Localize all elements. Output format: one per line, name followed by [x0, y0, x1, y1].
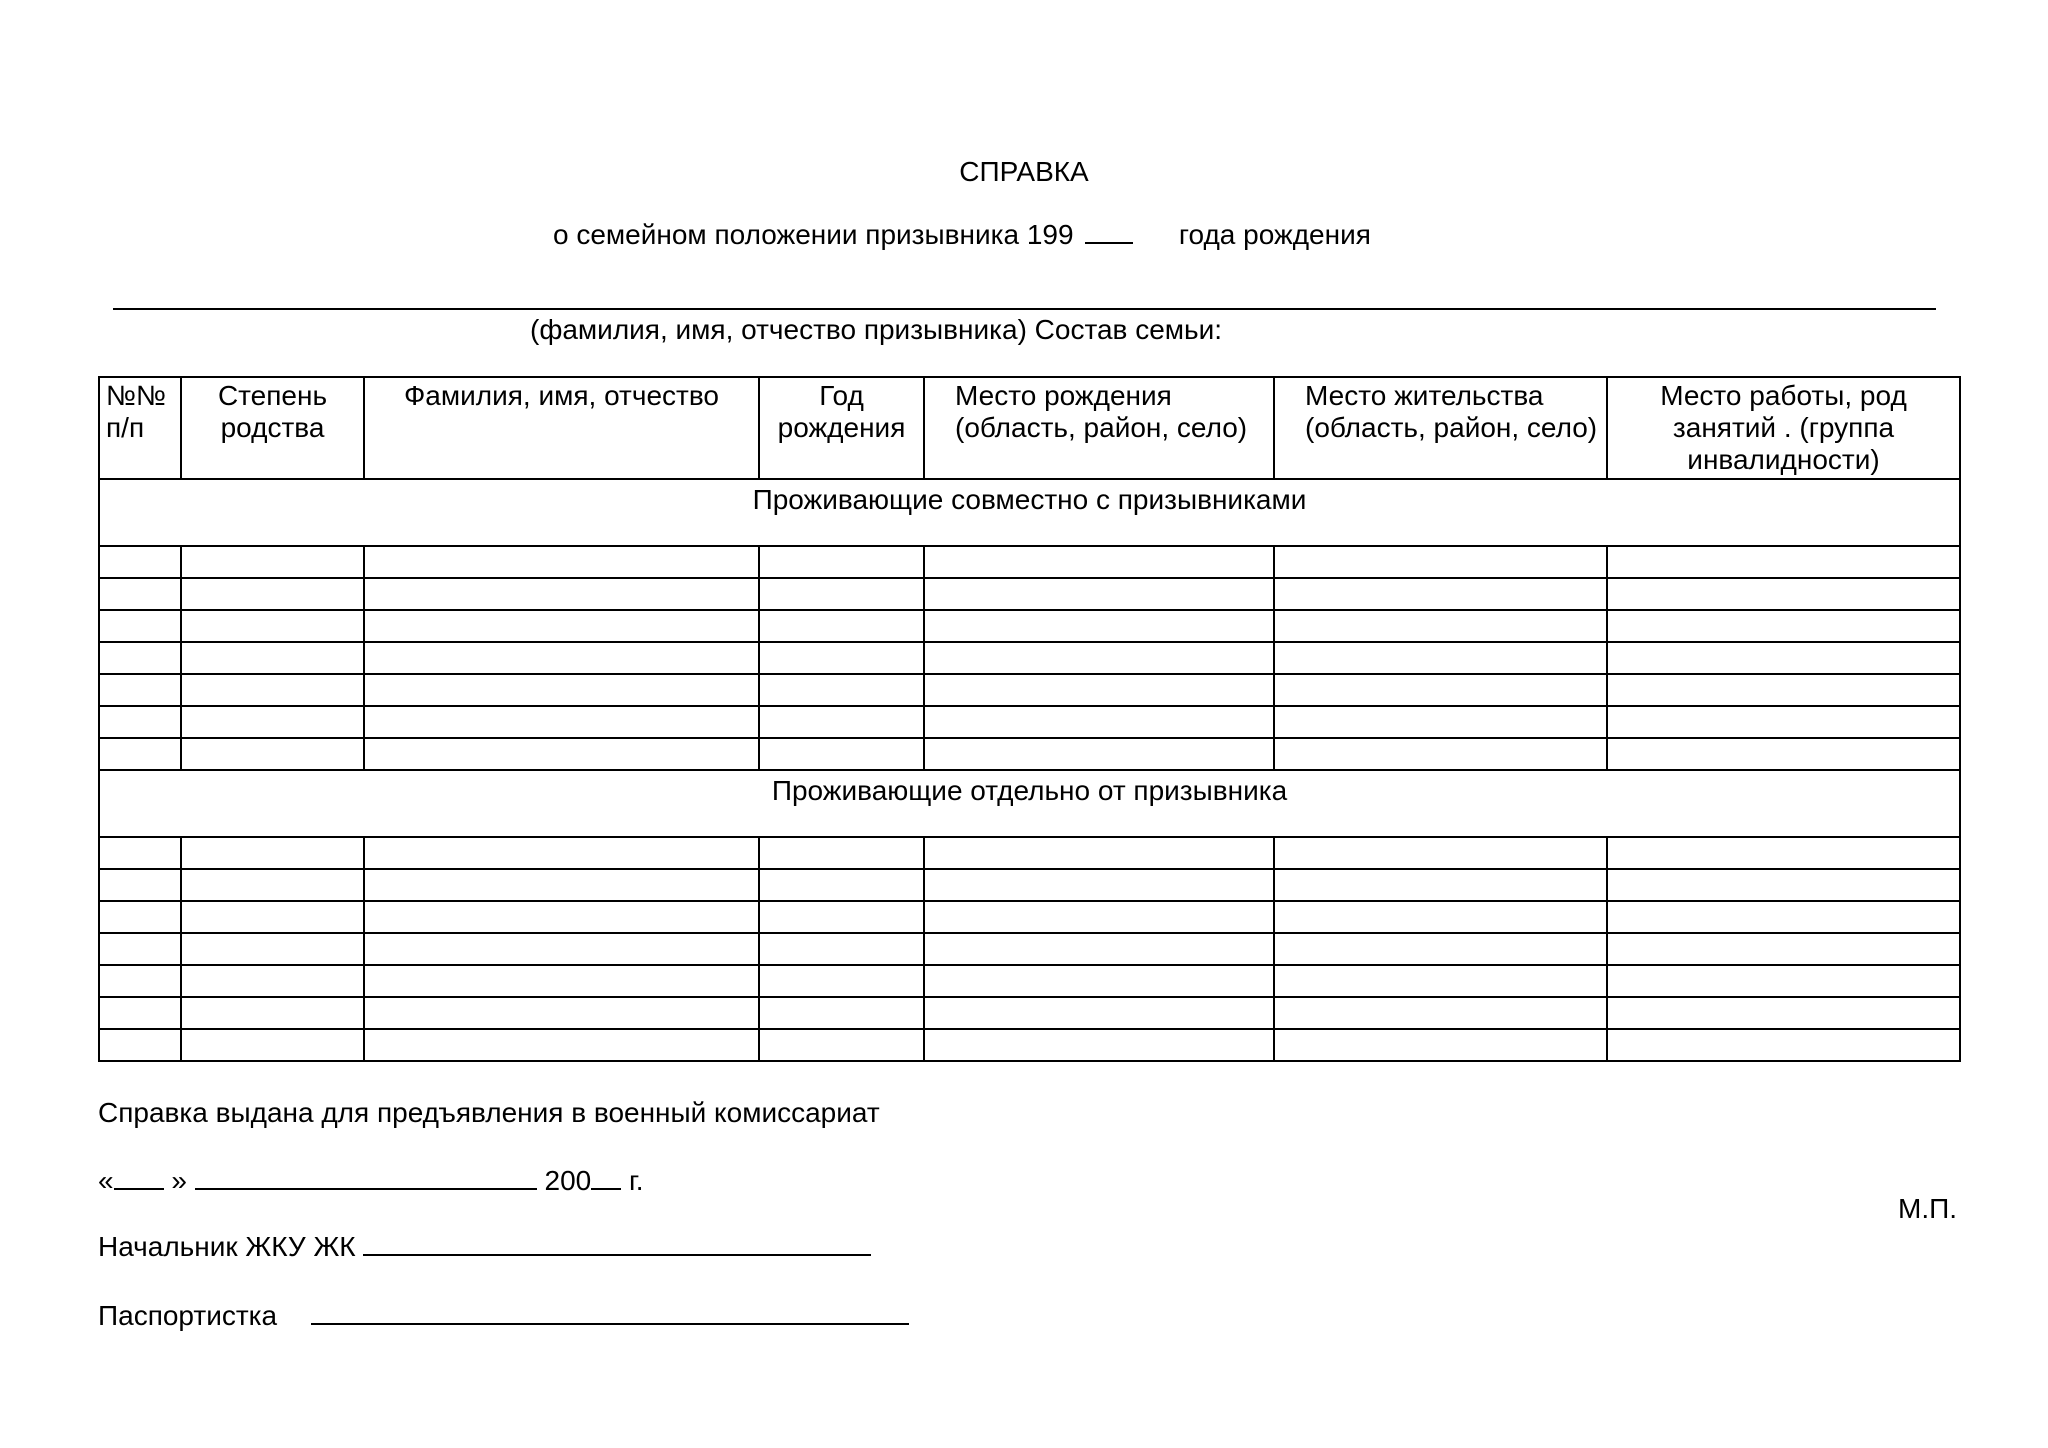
together-cell[interactable]	[99, 738, 181, 770]
separate-cell[interactable]	[924, 869, 1274, 901]
together-cell[interactable]	[1607, 546, 1960, 578]
together-cell[interactable]	[759, 706, 924, 738]
separate-cell[interactable]	[1274, 901, 1607, 933]
date-close-quote: »	[171, 1165, 187, 1196]
separate-cell[interactable]	[924, 965, 1274, 997]
together-cell[interactable]	[181, 610, 364, 642]
subtitle-text: о семейном положении призывника 199	[553, 219, 1074, 250]
separate-cell[interactable]	[1274, 837, 1607, 869]
separate-cell[interactable]	[1274, 997, 1607, 1029]
separate-cell[interactable]	[924, 901, 1274, 933]
section-separate-label: Проживающие отдельно от призывника	[99, 770, 1960, 837]
together-cell[interactable]	[99, 578, 181, 610]
together-cell[interactable]	[181, 642, 364, 674]
table-row	[99, 869, 1960, 901]
separate-cell[interactable]	[1607, 901, 1960, 933]
separate-cell[interactable]	[759, 933, 924, 965]
passport-officer-signature-blank[interactable]	[311, 1297, 909, 1325]
separate-cell[interactable]	[99, 869, 181, 901]
table-row	[99, 965, 1960, 997]
together-cell[interactable]	[924, 738, 1274, 770]
together-cell[interactable]	[1274, 706, 1607, 738]
separate-cell[interactable]	[1607, 837, 1960, 869]
date-year-prefix: 200	[544, 1165, 592, 1196]
separate-cell[interactable]	[181, 869, 364, 901]
separate-cell[interactable]	[181, 901, 364, 933]
separate-cell[interactable]	[181, 933, 364, 965]
table-row	[99, 837, 1960, 869]
separate-cell[interactable]	[759, 837, 924, 869]
passport-officer-line	[98, 1297, 909, 1332]
together-cell[interactable]	[181, 738, 364, 770]
separate-cell[interactable]	[759, 997, 924, 1029]
together-cell[interactable]	[1274, 674, 1607, 706]
together-cell[interactable]	[1274, 578, 1607, 610]
together-cell[interactable]	[759, 642, 924, 674]
separate-cell[interactable]	[364, 901, 759, 933]
header-full-name: Фамилия, имя, отчество	[364, 377, 759, 479]
table-row	[99, 997, 1960, 1029]
separate-cell[interactable]	[181, 837, 364, 869]
separate-cell[interactable]	[181, 965, 364, 997]
together-cell[interactable]	[181, 546, 364, 578]
chief-label: Начальник ЖКУ ЖК	[98, 1231, 356, 1262]
chief-signature-line	[98, 1228, 871, 1263]
together-cell[interactable]	[759, 674, 924, 706]
together-cell[interactable]	[759, 738, 924, 770]
passport-officer-label: Паспортистка	[98, 1300, 278, 1331]
header-number: №№ п/п	[99, 377, 181, 479]
separate-cell[interactable]	[364, 965, 759, 997]
section-together-label: Проживающие совместно с призывниками	[99, 479, 1960, 546]
together-cell[interactable]	[1274, 610, 1607, 642]
document-subtitle	[553, 218, 1371, 251]
together-cell[interactable]	[364, 578, 759, 610]
together-cell[interactable]	[99, 674, 181, 706]
separate-cell[interactable]	[181, 997, 364, 1029]
together-cell[interactable]	[181, 706, 364, 738]
together-cell[interactable]	[181, 578, 364, 610]
together-cell[interactable]	[1274, 642, 1607, 674]
separate-cell[interactable]	[1274, 1029, 1607, 1061]
document-title: СПРАВКА	[959, 156, 1089, 187]
separate-cell[interactable]	[1607, 933, 1960, 965]
together-cell[interactable]	[1607, 610, 1960, 642]
separate-cell[interactable]	[99, 933, 181, 965]
together-cell[interactable]	[1607, 738, 1960, 770]
separate-cell[interactable]	[759, 965, 924, 997]
conscript-name-line[interactable]	[113, 308, 1936, 310]
together-cell[interactable]	[99, 642, 181, 674]
separate-cell[interactable]	[1607, 1029, 1960, 1061]
table-row	[99, 738, 1960, 770]
table-row	[99, 933, 1960, 965]
table-header-row	[99, 377, 1960, 479]
separate-cell[interactable]	[364, 1029, 759, 1061]
table-row	[99, 1029, 1960, 1061]
table-row	[99, 546, 1960, 578]
together-cell[interactable]	[99, 546, 181, 578]
date-year-blank[interactable]	[591, 1162, 621, 1190]
separate-cell[interactable]	[181, 1029, 364, 1061]
together-cell[interactable]	[99, 610, 181, 642]
together-cell[interactable]	[759, 610, 924, 642]
conscript-name-caption: (фамилия, имя, отчество призывника) Состав семьи:	[530, 314, 1223, 345]
header-birth-year: Год рождения	[759, 377, 924, 479]
separate-cell[interactable]	[99, 965, 181, 997]
separate-cell[interactable]	[364, 997, 759, 1029]
together-cell[interactable]	[1274, 738, 1607, 770]
subtitle-suffix: года рождения	[1178, 219, 1371, 250]
date-month-blank[interactable]	[195, 1162, 537, 1190]
table-row	[99, 706, 1960, 738]
separate-cell[interactable]	[759, 1029, 924, 1061]
header-birth-place: Место рождения (область, район, село)	[924, 377, 1274, 479]
together-cell[interactable]	[1607, 706, 1960, 738]
together-cell[interactable]	[364, 546, 759, 578]
together-cell[interactable]	[364, 610, 759, 642]
together-cell[interactable]	[924, 674, 1274, 706]
separate-cell[interactable]	[99, 1029, 181, 1061]
table-row	[99, 578, 1960, 610]
table-row	[99, 610, 1960, 642]
together-cell[interactable]	[924, 578, 1274, 610]
together-cell[interactable]	[181, 674, 364, 706]
together-cell[interactable]	[1607, 578, 1960, 610]
chief-signature-blank[interactable]	[363, 1228, 871, 1256]
separate-cell[interactable]	[924, 1029, 1274, 1061]
separate-cell[interactable]	[924, 933, 1274, 965]
separate-cell[interactable]	[924, 997, 1274, 1029]
header-workplace: Место работы, род занятий . (группа инвалидности)	[1607, 377, 1960, 479]
date-suffix: г.	[629, 1165, 644, 1196]
birth-year-blank[interactable]	[1085, 218, 1133, 244]
together-cell[interactable]	[1607, 674, 1960, 706]
separate-cell[interactable]	[1274, 965, 1607, 997]
separate-cell[interactable]	[1274, 869, 1607, 901]
separate-cell[interactable]	[99, 997, 181, 1029]
issued-for-text: Справка выдана для предъявления в военный комиссариат	[98, 1097, 880, 1128]
separate-cell[interactable]	[759, 869, 924, 901]
separate-cell[interactable]	[1607, 965, 1960, 997]
together-cell[interactable]	[924, 642, 1274, 674]
table-row	[99, 642, 1960, 674]
together-cell[interactable]	[364, 674, 759, 706]
date-open-quote: «	[98, 1165, 114, 1196]
separate-cell[interactable]	[364, 933, 759, 965]
stamp-place-label: М.П.	[1898, 1193, 1958, 1224]
together-cell[interactable]	[1274, 546, 1607, 578]
family-composition-table	[98, 376, 1961, 1062]
together-cell[interactable]	[364, 642, 759, 674]
section-together-row	[99, 479, 1960, 546]
together-cell[interactable]	[364, 738, 759, 770]
separate-cell[interactable]	[1607, 869, 1960, 901]
separate-cell[interactable]	[1607, 997, 1960, 1029]
separate-cell[interactable]	[759, 901, 924, 933]
together-cell[interactable]	[924, 610, 1274, 642]
together-cell[interactable]	[759, 546, 924, 578]
table-row	[99, 674, 1960, 706]
header-residence: Место жительства (область, район, село)	[1274, 377, 1607, 479]
together-cell[interactable]	[759, 578, 924, 610]
together-cell[interactable]	[99, 706, 181, 738]
table-row	[99, 901, 1960, 933]
date-day-blank[interactable]	[114, 1162, 164, 1190]
date-line	[98, 1162, 644, 1197]
separate-cell[interactable]	[99, 837, 181, 869]
separate-cell[interactable]	[1274, 933, 1607, 965]
together-cell[interactable]	[1607, 642, 1960, 674]
separate-cell[interactable]	[364, 869, 759, 901]
separate-cell[interactable]	[924, 837, 1274, 869]
header-relation: Степень родства	[181, 377, 364, 479]
separate-cell[interactable]	[99, 901, 181, 933]
together-cell[interactable]	[924, 546, 1274, 578]
separate-cell[interactable]	[364, 837, 759, 869]
together-cell[interactable]	[364, 706, 759, 738]
together-cell[interactable]	[924, 706, 1274, 738]
section-separate-row	[99, 770, 1960, 837]
